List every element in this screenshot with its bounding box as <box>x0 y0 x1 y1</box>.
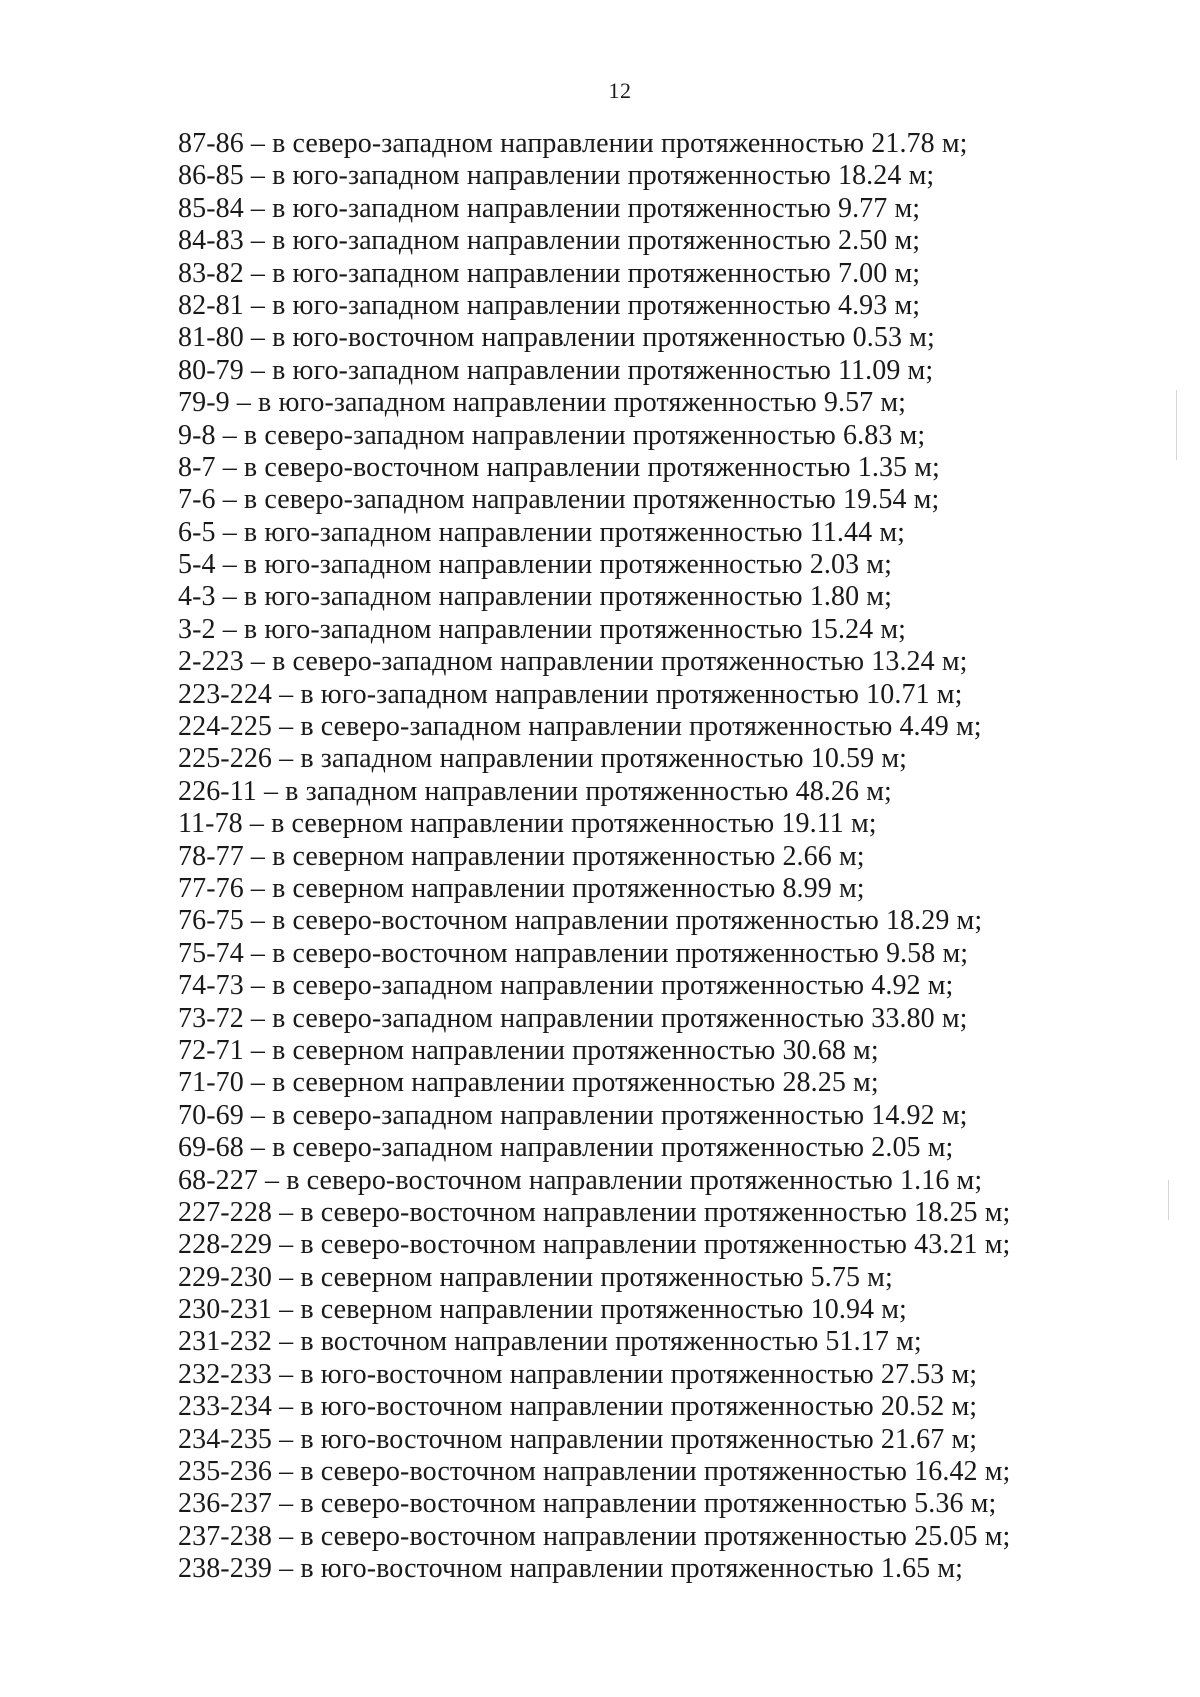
boundary-segment-line: 2-223 – в северо-западном направлении протяженностью 13.24 м; <box>178 646 968 678</box>
boundary-segment-line: 77-76 – в северном направлении протяженностью 8.99 м; <box>178 872 865 904</box>
boundary-segment-line: 68-227 – в северо-восточном направлении протяженностью 1.16 м; <box>178 1164 983 1196</box>
boundary-segment-line: 234-235 – в юго-восточном направлении протяженностью 21.67 м; <box>178 1423 978 1455</box>
boundary-segment-line: 229-230 – в северном направлении протяженностью 5.75 м; <box>178 1261 893 1293</box>
boundary-segment-line: 227-228 – в северо-восточном направлении протяженностью 18.25 м; <box>178 1196 1011 1228</box>
boundary-segment-line: 233-234 – в юго-восточном направлении протяженностью 20.52 м; <box>178 1391 978 1423</box>
boundary-segment-line: 87-86 – в северо-западном направлении протяженностью 21.78 м; <box>178 128 968 159</box>
boundary-segment-line: 225-226 – в западном направлении протяженностью 10.59 м; <box>178 743 908 775</box>
boundary-segment-line: 81-80 – в юго-восточном направлении протяженностью 0.53 м; <box>178 322 935 354</box>
boundary-segment-line: 235-236 – в северо-восточном направлении протяженностью 16.42 м; <box>178 1456 1011 1488</box>
scan-artifact-line <box>1176 390 1177 460</box>
boundary-segment-line: 79-9 – в юго-западном направлении протяженностью 9.57 м; <box>178 387 907 419</box>
boundary-segment-line: 73-72 – в северо-западном направлении протяженностью 33.80 м; <box>178 1002 968 1034</box>
boundary-segment-line: 71-70 – в северном направлении протяженностью 28.25 м; <box>178 1067 879 1099</box>
boundary-segment-line: 236-237 – в северо-восточном направлении протяженностью 5.36 м; <box>178 1488 997 1520</box>
boundary-description-list <box>178 128 1010 1586</box>
boundary-segment-line: 226-11 – в западном направлении протяженностью 48.26 м; <box>178 775 892 807</box>
boundary-segment-line: 237-238 – в северо-восточном направлении протяженностью 25.05 м; <box>178 1520 1011 1552</box>
boundary-segment-line: 4-3 – в юго-западном направлении протяженностью 1.80 м; <box>178 581 892 613</box>
boundary-segment-line: 228-229 – в северо-восточном направлении протяженностью 43.21 м; <box>178 1229 1011 1261</box>
scan-artifact-line <box>1168 1180 1169 1220</box>
boundary-segment-line: 82-81 – в юго-западном направлении протяженностью 4.93 м; <box>178 289 921 321</box>
boundary-segment-line: 9-8 – в северо-западном направлении протяженностью 6.83 м; <box>178 419 926 451</box>
boundary-segment-line: 5-4 – в юго-западном направлении протяженностью 2.03 м; <box>178 549 892 581</box>
boundary-segment-line: 83-82 – в юго-западном направлении протяженностью 7.00 м; <box>178 257 921 289</box>
boundary-segment-line: 86-85 – в юго-западном направлении протяженностью 18.24 м; <box>178 160 935 192</box>
boundary-segment-line: 72-71 – в северном направлении протяженностью 30.68 м; <box>178 1034 879 1066</box>
boundary-segment-line: 238-239 – в юго-восточном направлении протяженностью 1.65 м; <box>178 1553 964 1585</box>
boundary-segment-line: 70-69 – в северо-западном направлении протяженностью 14.92 м; <box>178 1099 968 1131</box>
boundary-segment-line: 232-233 – в юго-восточном направлении протяженностью 27.53 м; <box>178 1358 978 1390</box>
boundary-segment-line: 80-79 – в юго-западном направлении протяженностью 11.09 м; <box>178 354 934 386</box>
boundary-segment-line: 230-231 – в северном направлении протяженностью 10.94 м; <box>178 1294 907 1326</box>
boundary-segment-line: 78-77 – в северном направлении протяженностью 2.66 м; <box>178 840 865 872</box>
boundary-segment-line: 85-84 – в юго-западном направлении протяженностью 9.77 м; <box>178 192 921 224</box>
boundary-segment-line: 76-75 – в северо-восточном направлении протяженностью 18.29 м; <box>178 905 983 937</box>
page-number: 12 <box>608 78 632 103</box>
boundary-segment-line: 6-5 – в юго-западном направлении протяженностью 11.44 м; <box>178 516 906 548</box>
boundary-segment-line: 231-232 – в восточном направлении протяженностью 51.17 м; <box>178 1326 922 1358</box>
boundary-segment-line: 8-7 – в северо-восточном направлении протяженностью 1.35 м; <box>178 451 940 483</box>
boundary-segment-line: 223-224 – в юго-западном направлении протяженностью 10.71 м; <box>178 678 963 710</box>
boundary-segment-line: 11-78 – в северном направлении протяженностью 19.11 м; <box>178 808 877 840</box>
boundary-segment-line: 224-225 – в северо-западном направлении протяженностью 4.49 м; <box>178 711 982 743</box>
boundary-segment-line: 3-2 – в юго-западном направлении протяженностью 15.24 м; <box>178 613 907 645</box>
boundary-segment-line: 69-68 – в северо-западном направлении протяженностью 2.05 м; <box>178 1132 954 1164</box>
boundary-segment-line: 84-83 – в юго-западном направлении протяженностью 2.50 м; <box>178 225 921 257</box>
boundary-segment-line: 75-74 – в северо-восточном направлении протяженностью 9.58 м; <box>178 937 969 969</box>
boundary-segment-line: 74-73 – в северо-западном направлении протяженностью 4.92 м; <box>178 970 954 1002</box>
boundary-segment-line: 7-6 – в северо-западном направлении протяженностью 19.54 м; <box>178 484 940 516</box>
